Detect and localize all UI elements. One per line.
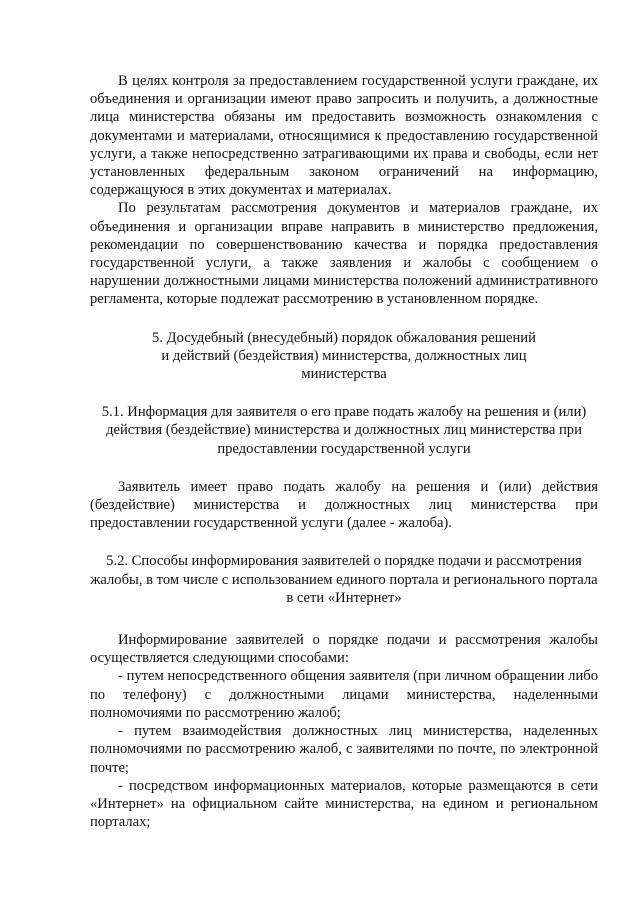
paragraph-control: В целях контроля за предоставлением государственной услуги граждане, их объединения и организации имеют право запросить и получить, а должностные лица министерства обязаны им предоставить возможность ознакомления с документами и материалами, относящимися к предоставлению государственной услуги, а также непосредственно затрагивающими их права и свободы, если нет установленных федеральным законом ограничений на информацию, содержащуюся в этих документах и материалах.: [90, 73, 598, 199]
list-item: - путем непосредственного общения заявителя (при личном обращении либо по телефону) с должностными лицами министерства, наделенными полномочиями по рассмотрению жалоб;: [90, 668, 598, 721]
section-5-1-text: Заявитель имеет право подать жалобу на решения и (или) действия (бездействие) министерства и должностных лиц министерства при предоставлении государственной услуги (далее - жалоба).: [90, 478, 598, 532]
section-5-title-line: 5. Досудебный (внесудебный) порядок обжалования решений: [152, 329, 536, 346]
section-5-title-line: министерства: [301, 366, 387, 383]
list-item: - путем взаимодействия должностных лиц министерства, наделенных полномочиями по рассмотрению жалоб, с заявителями по почте, по электронной почте;: [90, 723, 598, 776]
section-5-2-heading: 5.2. Способы информирования заявителей о порядке подачи и рассмотрения жалобы, в том числе с использованием единого портала и регионального портала в сети «Интернет»: [90, 553, 598, 606]
section-5-heading: [90, 329, 598, 384]
section-5-title-line: и действий (бездействия) министерства, должностных лиц: [161, 347, 527, 364]
list-item: - посредством информационных материалов, которые размещаются в сети «Интернет» на официальном сайте министерства, на едином и региональном порталах;: [90, 777, 598, 831]
paragraph-results: По результатам рассмотрения документов и материалов граждане, их объединения и организации вправе направить в министерство предложения, рекомендации по совершенствованию качества и порядка предоставления государственной услуги, а также заявления и жалобы с сообщением о нарушении должностными лицами министерства положений административного регламента, которые подлежат рассмотрению в установленном порядке.: [90, 200, 598, 308]
section-5-1-heading: 5.1. Информация для заявителя о его праве подать жалобу на решения и (или) действия (бездействие) министерства и должностных лиц министерства при предоставлении государственной услуги: [101, 404, 587, 457]
section-5-2-intro: Информирование заявителей о порядке подачи и рассмотрения жалобы осуществляется следующими способами:: [90, 632, 598, 667]
